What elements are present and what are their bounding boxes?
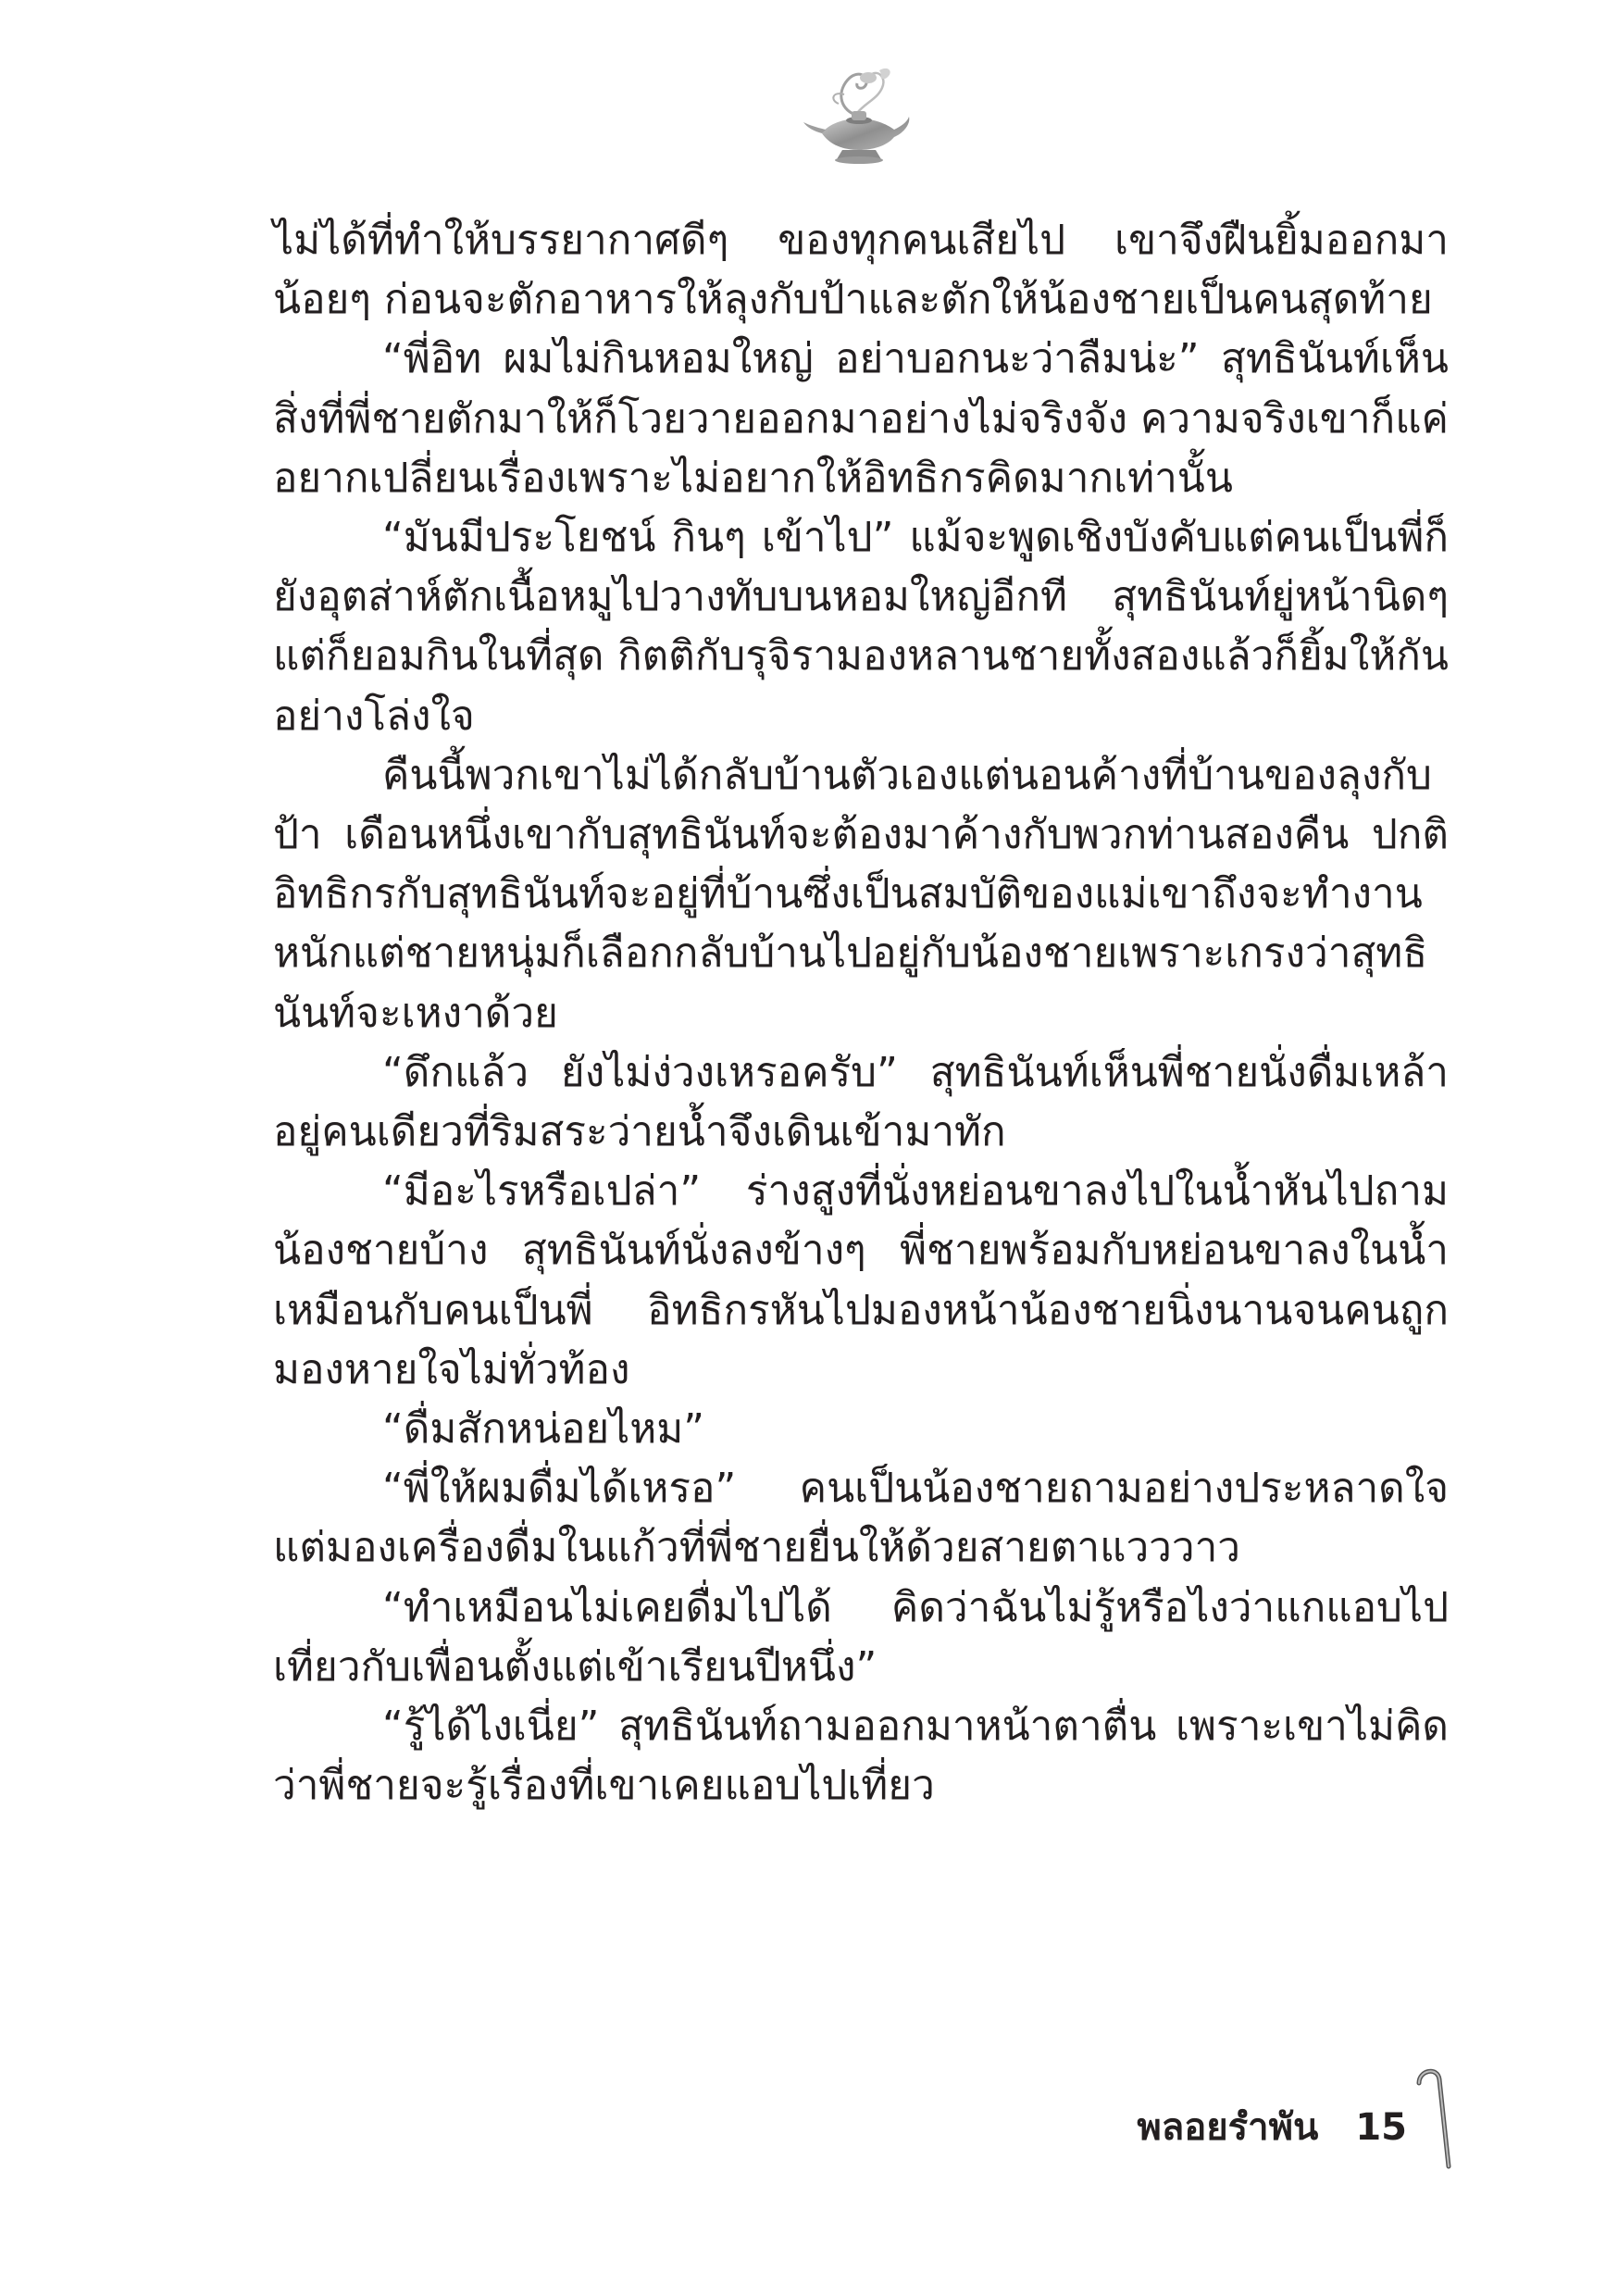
paragraph-4: คืนนี้พวกเขาไม่ได้กลับบ้านตัวเองแต่นอนค้างที่บ้านของลุงกับป้า เดือนหนึ่งเขากับสุทธินันท์จะต้องมาค้างกับพวกท่านสองคืน ปกติอิทธิกรกับสุทธินันท์จะอยู่ที่บ้านซึ่งเป็นสมบัติของแม่เขาถึงจะทำงานหนักแต่ชายหนุ่มก็เลือกกลับบ้านไปอยู่กับน้องชายเพราะเกรงว่าสุทธินันท์จะเหงาด้วย [273,751,1449,1037]
body-text [273,211,1449,1816]
lamp-fairy-logo-icon [802,57,913,168]
paragraph-1: ไม่ได้ที่ทำให้บรรยากาศดีๆ ของทุกคนเสียไป เขาจึงฝืนยิ้มออกมาน้อยๆ ก่อนจะตักอาหารให้ลุงกับป้าและตักให้น้องชายเป็นคนสุดท้าย [273,217,1449,324]
book-title: พลอยรำพัน [1137,2106,1319,2149]
paragraph-6: “มีอะไรหรือเปล่า” ร่างสูงที่นั่งหย่อนขาลงไปในน้ำหันไปถามน้องชายบ้าง สุทธินันท์นั่งลงข้างๆ พี่ชายพร้อมกับหย่อนขาลงในน้ำเหมือนกับคนเป็นพี่ อิทธิกรหันไปมองหน้าน้องชายนิ่งนานจนคนถูกมองหายใจไม่ทั่วท้อง [273,1167,1449,1393]
cane-icon [1412,2063,1458,2174]
paragraph-3: “มันมีประโยชน์ กินๆ เข้าไป” แม้จะพูดเชิงบังคับแต่คนเป็นพี่ก็ยังอุตส่าห์ตักเนื้อหมูไปวางทับบนหอมใหญ่อีกที สุทธินันท์ยู่หน้านิดๆ แต่ก็ยอมกินในที่สุด กิตติกับรุจิรามองหลานชายทั้งสองแล้วก็ยิ้มให้กันอย่างโล่งใจ [273,514,1449,740]
paragraph-9: “ทำเหมือนไม่เคยดื่มไปได้ คิดว่าฉันไม่รู้หรือไงว่าแกแอบไปเที่ยวกับเพื่อนตั้งแต่เข้าเรียนปีหนึ่ง” [273,1583,1449,1691]
paragraph-2: “พี่อิท ผมไม่กินหอมใหญ่ อย่าบอกนะว่าลืมน่ะ” สุทธินันท์เห็นสิ่งที่พี่ชายตักมาให้ก็โวยวายออกมาอย่างไม่จริงจัง ความจริงเขาก็แค่อยากเปลี่ยนเรื่องเพราะไม่อยากให้อิทธิกรคิดมากเท่านั้น [273,335,1449,502]
paragraph-7: “ดื่มสักหน่อยไหม” [382,1405,705,1454]
paragraph-5: “ดึกแล้ว ยังไม่ง่วงเหรอครับ” สุทธินันท์เห็นพี่ชายนั่งดื่มเหล้าอยู่คนเดียวที่ริมสระว่ายน้ำจึงเดินเข้ามาทัก [273,1048,1449,1156]
page-number: 15 [1355,2106,1407,2149]
paragraph-10: “รู้ได้ไงเนี่ย” สุทธินันท์ถามออกมาหน้าตาตื่น เพราะเขาไม่คิดว่าพี่ชายจะรู้เรื่องที่เขาเคยแอบไปเที่ยว [273,1703,1449,1810]
paragraph-8: “พี่ให้ผมดื่มได้เหรอ” คนเป็นน้องชายถามอย่างประหลาดใจแต่มองเครื่องดื่มในแก้วที่พี่ชายยื่นให้ด้วยสายตาแวววาว [273,1465,1449,1572]
page-footer [1018,2090,1407,2165]
